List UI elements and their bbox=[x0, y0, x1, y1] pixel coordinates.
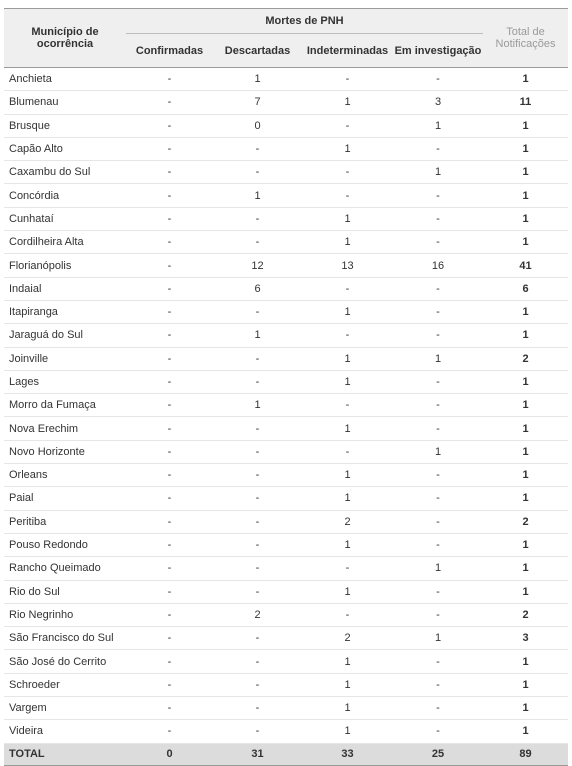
cell-descartadas: 1 bbox=[213, 68, 302, 91]
cell-indeterminadas: 1 bbox=[302, 347, 393, 370]
cell-descartadas: - bbox=[213, 347, 302, 370]
table-row bbox=[4, 277, 568, 300]
table-row bbox=[4, 394, 568, 417]
cell-descartadas: - bbox=[213, 557, 302, 580]
total-row bbox=[4, 743, 568, 765]
cell-confirmadas: - bbox=[126, 650, 213, 673]
table-row bbox=[4, 231, 568, 254]
cell-total-notificacoes: 3 bbox=[483, 627, 568, 650]
cell-indeterminadas: 1 bbox=[302, 370, 393, 393]
cell-em-investigacao: 3 bbox=[393, 91, 483, 114]
table-row bbox=[4, 137, 568, 160]
cell-total-notificacoes: 6 bbox=[483, 277, 568, 300]
cell-municipio: Cordilheira Alta bbox=[4, 231, 126, 254]
cell-descartadas: - bbox=[213, 697, 302, 720]
table-row bbox=[4, 603, 568, 626]
cell-total-notificacoes: 1 bbox=[483, 137, 568, 160]
total-indeterminadas: 33 bbox=[302, 743, 393, 765]
cell-descartadas: - bbox=[213, 207, 302, 230]
table-body bbox=[4, 68, 568, 744]
header-total: Total de Notificações bbox=[483, 9, 568, 68]
table-row bbox=[4, 347, 568, 370]
cell-indeterminadas: 1 bbox=[302, 673, 393, 696]
cell-confirmadas: - bbox=[126, 68, 213, 91]
cell-total-notificacoes: 1 bbox=[483, 417, 568, 440]
cell-total-notificacoes: 1 bbox=[483, 207, 568, 230]
cell-descartadas: 7 bbox=[213, 91, 302, 114]
table-row bbox=[4, 627, 568, 650]
table-row bbox=[4, 300, 568, 323]
cell-em-investigacao: - bbox=[393, 300, 483, 323]
cell-confirmadas: - bbox=[126, 277, 213, 300]
cell-descartadas: 0 bbox=[213, 114, 302, 137]
cell-confirmadas: - bbox=[126, 487, 213, 510]
table-row bbox=[4, 533, 568, 556]
cell-total-notificacoes: 1 bbox=[483, 533, 568, 556]
cell-indeterminadas: 2 bbox=[302, 627, 393, 650]
cell-total-notificacoes: 1 bbox=[483, 231, 568, 254]
cell-municipio: Brusque bbox=[4, 114, 126, 137]
cell-indeterminadas: 1 bbox=[302, 231, 393, 254]
cell-indeterminadas: 1 bbox=[302, 650, 393, 673]
cell-em-investigacao: - bbox=[393, 650, 483, 673]
cell-municipio: Itapiranga bbox=[4, 300, 126, 323]
table-row bbox=[4, 324, 568, 347]
cell-em-investigacao: - bbox=[393, 207, 483, 230]
cell-indeterminadas: - bbox=[302, 161, 393, 184]
cell-municipio: Rio Negrinho bbox=[4, 603, 126, 626]
cell-total-notificacoes: 1 bbox=[483, 557, 568, 580]
table-row bbox=[4, 697, 568, 720]
cell-indeterminadas: - bbox=[302, 68, 393, 91]
table-row bbox=[4, 650, 568, 673]
cell-municipio: Concórdia bbox=[4, 184, 126, 207]
cell-indeterminadas: - bbox=[302, 440, 393, 463]
header-indeterminadas: Indeterminadas bbox=[302, 34, 393, 68]
cell-indeterminadas: 1 bbox=[302, 137, 393, 160]
cell-descartadas: 12 bbox=[213, 254, 302, 277]
cell-indeterminadas: - bbox=[302, 114, 393, 137]
cell-total-notificacoes: 2 bbox=[483, 510, 568, 533]
cell-total-notificacoes: 1 bbox=[483, 580, 568, 603]
cell-confirmadas: - bbox=[126, 347, 213, 370]
cell-municipio: Blumenau bbox=[4, 91, 126, 114]
table-row bbox=[4, 68, 568, 91]
table-row bbox=[4, 161, 568, 184]
cell-confirmadas: - bbox=[126, 627, 213, 650]
cell-municipio: Schroeder bbox=[4, 673, 126, 696]
cell-indeterminadas: - bbox=[302, 394, 393, 417]
cell-total-notificacoes: 1 bbox=[483, 114, 568, 137]
cell-em-investigacao: - bbox=[393, 231, 483, 254]
cell-descartadas: - bbox=[213, 370, 302, 393]
cell-indeterminadas: 1 bbox=[302, 720, 393, 743]
header-em-investigacao: Em investigação bbox=[393, 34, 483, 68]
total-confirmadas: 0 bbox=[126, 743, 213, 765]
cell-municipio: Jaraguá do Sul bbox=[4, 324, 126, 347]
cell-em-investigacao: - bbox=[393, 580, 483, 603]
cell-descartadas: 1 bbox=[213, 324, 302, 347]
cell-descartadas: 1 bbox=[213, 184, 302, 207]
cell-municipio: Rio do Sul bbox=[4, 580, 126, 603]
cell-total-notificacoes: 1 bbox=[483, 184, 568, 207]
cell-municipio: Joinville bbox=[4, 347, 126, 370]
cell-em-investigacao: - bbox=[393, 603, 483, 626]
cell-total-notificacoes: 11 bbox=[483, 91, 568, 114]
cell-municipio: Rancho Queimado bbox=[4, 557, 126, 580]
cell-confirmadas: - bbox=[126, 254, 213, 277]
cell-municipio: Nova Erechim bbox=[4, 417, 126, 440]
cell-descartadas: - bbox=[213, 650, 302, 673]
cell-municipio: Capão Alto bbox=[4, 137, 126, 160]
cell-indeterminadas: 1 bbox=[302, 464, 393, 487]
total-notificacoes: 89 bbox=[483, 743, 568, 765]
cell-indeterminadas: 1 bbox=[302, 580, 393, 603]
table-row bbox=[4, 370, 568, 393]
table-row bbox=[4, 114, 568, 137]
cell-confirmadas: - bbox=[126, 324, 213, 347]
cell-municipio: Lages bbox=[4, 370, 126, 393]
cell-indeterminadas: 1 bbox=[302, 417, 393, 440]
cell-confirmadas: - bbox=[126, 184, 213, 207]
total-label: TOTAL bbox=[4, 743, 126, 765]
cell-municipio: Morro da Fumaça bbox=[4, 394, 126, 417]
cell-descartadas: 1 bbox=[213, 394, 302, 417]
cell-confirmadas: - bbox=[126, 557, 213, 580]
cell-descartadas: - bbox=[213, 510, 302, 533]
table-row bbox=[4, 91, 568, 114]
cell-total-notificacoes: 1 bbox=[483, 720, 568, 743]
cell-municipio: Vargem bbox=[4, 697, 126, 720]
cell-indeterminadas: - bbox=[302, 557, 393, 580]
table-row bbox=[4, 720, 568, 743]
cell-descartadas: - bbox=[213, 417, 302, 440]
cell-municipio: Paial bbox=[4, 487, 126, 510]
cell-descartadas: - bbox=[213, 673, 302, 696]
cell-descartadas: - bbox=[213, 161, 302, 184]
cell-total-notificacoes: 2 bbox=[483, 603, 568, 626]
cell-descartadas: - bbox=[213, 487, 302, 510]
cell-confirmadas: - bbox=[126, 394, 213, 417]
cell-descartadas: 2 bbox=[213, 603, 302, 626]
table-row bbox=[4, 254, 568, 277]
cell-em-investigacao: - bbox=[393, 533, 483, 556]
cell-indeterminadas: 2 bbox=[302, 510, 393, 533]
cell-indeterminadas: 1 bbox=[302, 533, 393, 556]
cell-total-notificacoes: 1 bbox=[483, 440, 568, 463]
cell-em-investigacao: - bbox=[393, 487, 483, 510]
cell-confirmadas: - bbox=[126, 697, 213, 720]
cell-municipio: São Francisco do Sul bbox=[4, 627, 126, 650]
header-confirmadas: Confirmadas bbox=[126, 34, 213, 68]
table-row bbox=[4, 207, 568, 230]
cell-em-investigacao: - bbox=[393, 324, 483, 347]
cell-em-investigacao: 1 bbox=[393, 161, 483, 184]
cell-em-investigacao: - bbox=[393, 68, 483, 91]
pnh-deaths-table bbox=[4, 8, 568, 766]
cell-indeterminadas: 1 bbox=[302, 487, 393, 510]
cell-em-investigacao: - bbox=[393, 697, 483, 720]
cell-descartadas: - bbox=[213, 300, 302, 323]
cell-indeterminadas: 1 bbox=[302, 207, 393, 230]
cell-descartadas: 6 bbox=[213, 277, 302, 300]
cell-municipio: Caxambu do Sul bbox=[4, 161, 126, 184]
table-row bbox=[4, 580, 568, 603]
total-descartadas: 31 bbox=[213, 743, 302, 765]
cell-indeterminadas: - bbox=[302, 277, 393, 300]
cell-municipio: Cunhataí bbox=[4, 207, 126, 230]
table-row bbox=[4, 464, 568, 487]
cell-total-notificacoes: 1 bbox=[483, 68, 568, 91]
cell-municipio: Indaial bbox=[4, 277, 126, 300]
cell-total-notificacoes: 1 bbox=[483, 324, 568, 347]
cell-descartadas: - bbox=[213, 533, 302, 556]
cell-em-investigacao: 1 bbox=[393, 347, 483, 370]
cell-confirmadas: - bbox=[126, 417, 213, 440]
cell-descartadas: - bbox=[213, 720, 302, 743]
cell-confirmadas: - bbox=[126, 440, 213, 463]
cell-em-investigacao: 1 bbox=[393, 557, 483, 580]
cell-em-investigacao: - bbox=[393, 720, 483, 743]
cell-em-investigacao: 16 bbox=[393, 254, 483, 277]
header-municipio: Município de ocorrência bbox=[4, 9, 126, 68]
header-group: Mortes de PNH bbox=[126, 9, 483, 34]
cell-em-investigacao: - bbox=[393, 673, 483, 696]
header-descartadas: Descartadas bbox=[213, 34, 302, 68]
cell-total-notificacoes: 1 bbox=[483, 650, 568, 673]
cell-municipio: Anchieta bbox=[4, 68, 126, 91]
cell-total-notificacoes: 1 bbox=[483, 697, 568, 720]
cell-confirmadas: - bbox=[126, 207, 213, 230]
cell-em-investigacao: 1 bbox=[393, 627, 483, 650]
cell-confirmadas: - bbox=[126, 720, 213, 743]
cell-confirmadas: - bbox=[126, 370, 213, 393]
cell-descartadas: - bbox=[213, 231, 302, 254]
cell-em-investigacao: - bbox=[393, 184, 483, 207]
cell-em-investigacao: - bbox=[393, 137, 483, 160]
cell-municipio: Videira bbox=[4, 720, 126, 743]
cell-confirmadas: - bbox=[126, 464, 213, 487]
cell-confirmadas: - bbox=[126, 533, 213, 556]
cell-confirmadas: - bbox=[126, 603, 213, 626]
cell-em-investigacao: 1 bbox=[393, 114, 483, 137]
cell-confirmadas: - bbox=[126, 161, 213, 184]
cell-descartadas: - bbox=[213, 580, 302, 603]
cell-municipio: Orleans bbox=[4, 464, 126, 487]
table-row bbox=[4, 440, 568, 463]
total-em-investigacao: 25 bbox=[393, 743, 483, 765]
cell-total-notificacoes: 41 bbox=[483, 254, 568, 277]
cell-confirmadas: - bbox=[126, 91, 213, 114]
cell-confirmadas: - bbox=[126, 114, 213, 137]
table-row bbox=[4, 184, 568, 207]
cell-municipio: São José do Cerrito bbox=[4, 650, 126, 673]
cell-em-investigacao: - bbox=[393, 277, 483, 300]
cell-total-notificacoes: 2 bbox=[483, 347, 568, 370]
cell-confirmadas: - bbox=[126, 673, 213, 696]
cell-total-notificacoes: 1 bbox=[483, 464, 568, 487]
cell-indeterminadas: 1 bbox=[302, 300, 393, 323]
cell-confirmadas: - bbox=[126, 510, 213, 533]
cell-indeterminadas: - bbox=[302, 603, 393, 626]
cell-total-notificacoes: 1 bbox=[483, 394, 568, 417]
table-row bbox=[4, 510, 568, 533]
cell-confirmadas: - bbox=[126, 300, 213, 323]
cell-em-investigacao: - bbox=[393, 394, 483, 417]
table-row bbox=[4, 417, 568, 440]
cell-confirmadas: - bbox=[126, 231, 213, 254]
cell-em-investigacao: 1 bbox=[393, 440, 483, 463]
cell-descartadas: - bbox=[213, 137, 302, 160]
cell-municipio: Pouso Redondo bbox=[4, 533, 126, 556]
cell-indeterminadas: 13 bbox=[302, 254, 393, 277]
table-row bbox=[4, 673, 568, 696]
cell-total-notificacoes: 1 bbox=[483, 370, 568, 393]
cell-em-investigacao: - bbox=[393, 370, 483, 393]
cell-confirmadas: - bbox=[126, 580, 213, 603]
cell-confirmadas: - bbox=[126, 137, 213, 160]
cell-total-notificacoes: 1 bbox=[483, 487, 568, 510]
cell-em-investigacao: - bbox=[393, 417, 483, 440]
cell-total-notificacoes: 1 bbox=[483, 300, 568, 323]
cell-municipio: Novo Horizonte bbox=[4, 440, 126, 463]
cell-municipio: Florianópolis bbox=[4, 254, 126, 277]
cell-total-notificacoes: 1 bbox=[483, 161, 568, 184]
table-row bbox=[4, 487, 568, 510]
cell-indeterminadas: - bbox=[302, 184, 393, 207]
cell-municipio: Peritiba bbox=[4, 510, 126, 533]
cell-indeterminadas: 1 bbox=[302, 91, 393, 114]
cell-em-investigacao: - bbox=[393, 510, 483, 533]
cell-indeterminadas: 1 bbox=[302, 697, 393, 720]
cell-descartadas: - bbox=[213, 627, 302, 650]
cell-indeterminadas: - bbox=[302, 324, 393, 347]
table-row bbox=[4, 557, 568, 580]
cell-total-notificacoes: 1 bbox=[483, 673, 568, 696]
cell-em-investigacao: - bbox=[393, 464, 483, 487]
cell-descartadas: - bbox=[213, 440, 302, 463]
cell-descartadas: - bbox=[213, 464, 302, 487]
